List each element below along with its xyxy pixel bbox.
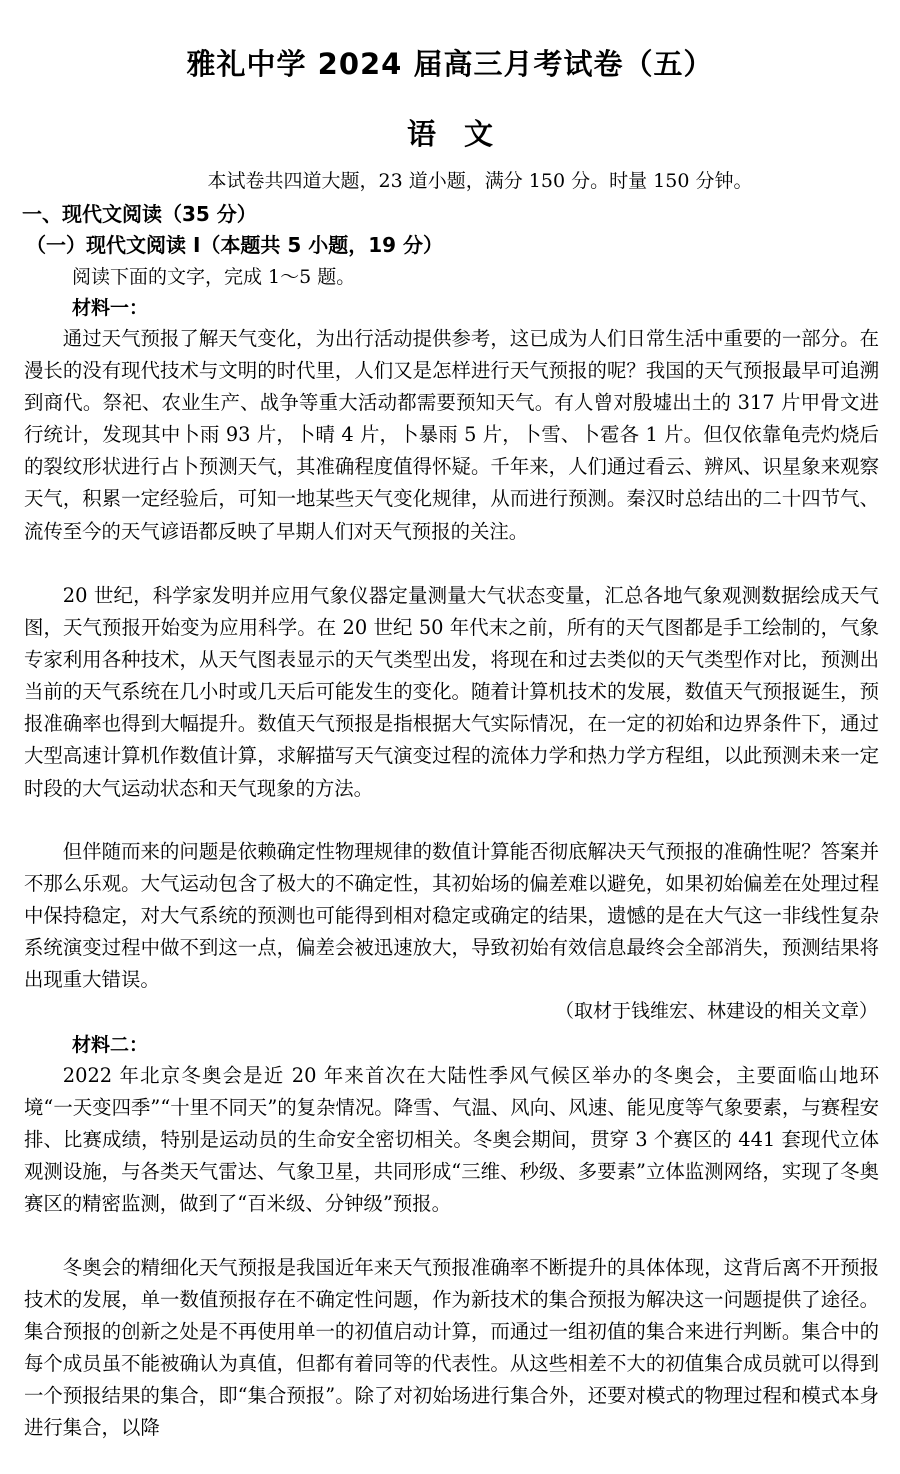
- material-1-paragraph-2: 20 世纪，科学家发明并应用气象仪器定量测量大气状态变量，汇总各地气象观测数据绘成天气图，天气预报开始变为应用科学。在 20 世纪 50 年代末之前，所有的天气图都是手工绘制的，气象专家利用各种技术，从天气图表显示的天气类型出发，将现在和过去类似的天气类型作对比，预测出当前的天气系统在几小时或几天后可能发生的变化。随着计算机技术的发展，数值天气预报诞生，预报准确率也得到大幅提升。数值天气预报是指根据大气实际情况，在一定的初始和边界条件下，通过大型高速计算机作数值计算，求解描写天气演变过程的流体力学和热力学方程组，以此预测未来一定时段的大气运动状态和天气现象的方法。: [24, 584, 879, 800]
- subject-title: 语文: [406, 117, 521, 151]
- exam-title: 雅礼中学 2024 届高三月考试卷（五）: [186, 47, 714, 81]
- material-2-paragraph-2: 冬奥会的精细化天气预报是我国近年来天气预报准确率不断提升的具体体现，这背后离不开预报技术的发展，单一数值预报存在不确定性问题，作为新技术的集合预报为解决这一问题提供了途径。集合预报的创新之处是不再使用单一的初值启动计算，而通过一组初值的集合来进行判断。集合中的每个成员虽不能被确认为真值，但都有着同等的代表性。从这些相差不大的初值集合成员就可以得到一个预报结果的集合，即“集合预报”。除了对初始场进行集合外，还要对模式的物理过程和模式本身进行集合，以降: [24, 1256, 879, 1440]
- subsection-heading: （一）现代文阅读 I（本题共 5 小题，19 分）: [26, 233, 444, 257]
- material-2-paragraph-1: 2022 年北京冬奥会是近 20 年来首次在大陆性季风气候区举办的冬奥会，主要面临山地环境“一天变四季”“十里不同天”的复杂情况。降雪、气温、风向、风速、能见度等气象要素，与赛程安排、比赛成绩，特别是运动员的生命安全密切相关。冬奥会期间，贯穿 3 个赛区的 441 套现代立体观测设施，与各类天气雷达、气象卫星，共同形成“三维、秒级、多要素”立体监测网络，实现了冬奥赛区的精密监测，做到了“百米级、分钟级”预报。: [24, 1064, 879, 1216]
- exam-intro: 本试卷共四道大题，23 道小题，满分 150 分。时量 150 分钟。: [207, 170, 753, 192]
- material-1-paragraph-3: 但伴随而来的问题是依赖确定性物理规律的数值计算能否彻底解决天气预报的准确性呢？答案并不那么乐观。大气运动包含了极大的不确定性，其初始场的偏差难以避免，如果初始偏差在处理过程中保持稳定，对大气系统的预测也可能得到相对稳定或确定的结果，遗憾的是在大气这一非线性复杂系统演变过程中做不到这一点，偏差会被迅速放大，导致初始有效信息最终会全部消失，预测结果将出现重大错误。: [24, 840, 879, 992]
- reading-instruction: 阅读下面的文字，完成 1～5 题。: [72, 266, 356, 288]
- material-1-label: 材料一：: [72, 297, 149, 319]
- material-1-paragraph-1: 通过天气预报了解天气变化，为出行活动提供参考，这已成为人们日常生活中重要的一部分。在漫长的没有现代技术与文明的时代里，人们又是怎样进行天气预报的呢？我国的天气预报最早可追溯到商代。祭祀、农业生产、战争等重大活动都需要预知天气。有人曾对殷墟出土的 317 片甲骨文进行统计，发现其中卜雨 93 片，卜晴 4 片，卜暴雨 5 片，卜雪、卜雹各 1 片。但仅依靠龟壳灼烧后的裂纹形状进行占卜预测天气，其准确程度值得怀疑。千年来，人们通过看云、辨风、识星象来观察天气，积累一定经验后，可知一地某些天气变化规律，从而进行预测。秦汉时总结出的二十四节气、流传至今的天气谚语都反映了早期人们对天气预报的关注。: [24, 327, 879, 543]
- section-heading: 一、现代文阅读（35 分）: [22, 202, 257, 226]
- material-1-source: （取材于钱维宏、林建设的相关文章）: [554, 1000, 878, 1022]
- material-2-label: 材料二：: [72, 1034, 149, 1056]
